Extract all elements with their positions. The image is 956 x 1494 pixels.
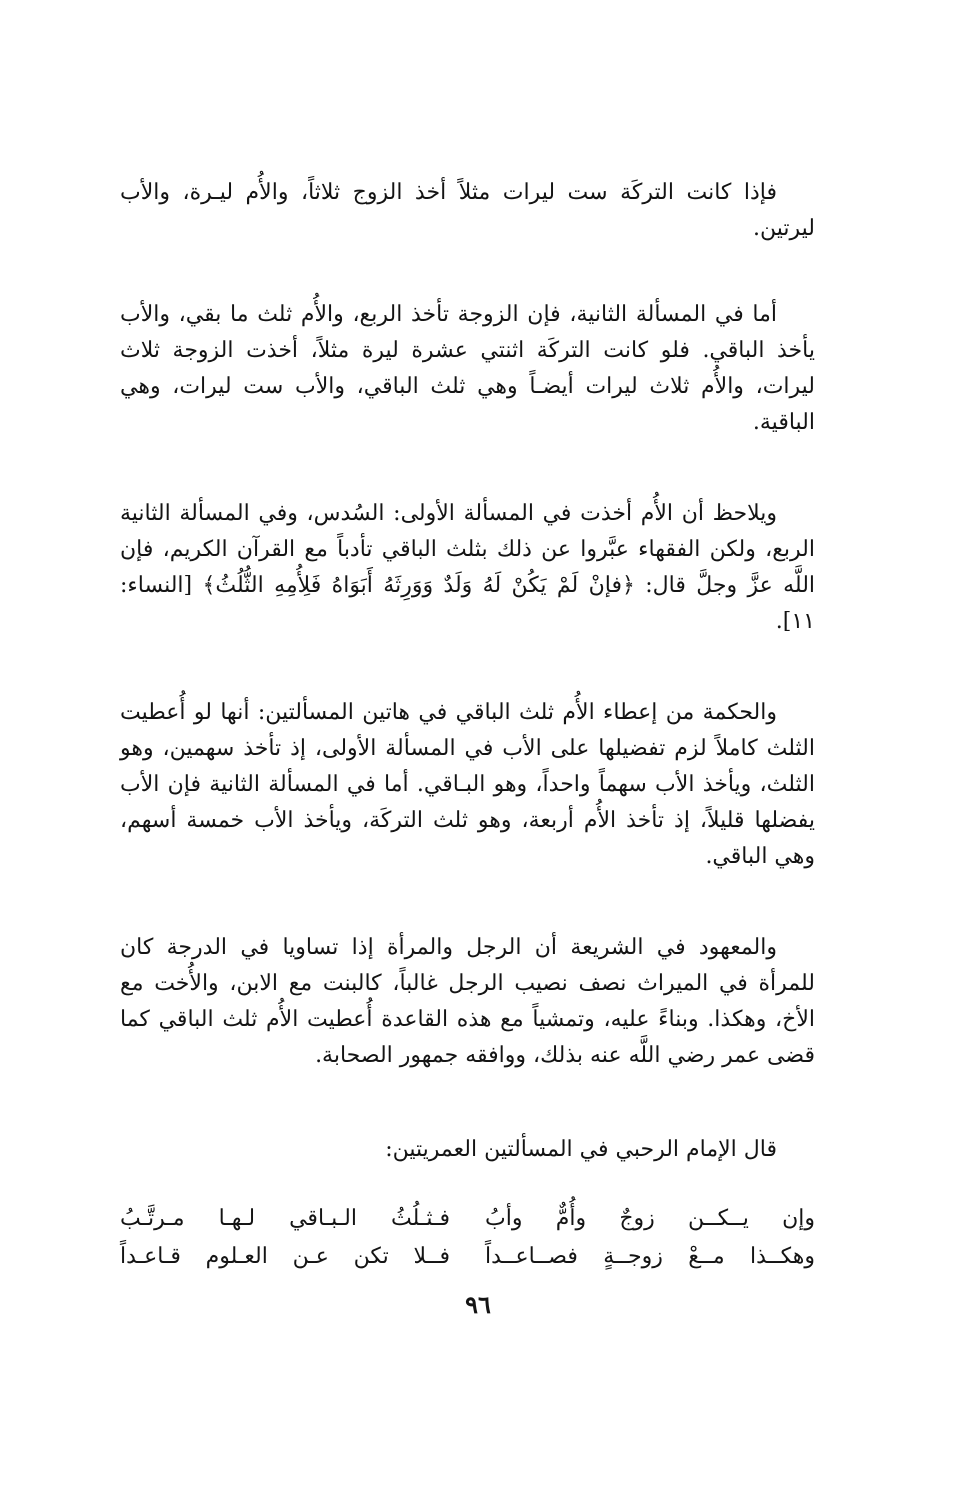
poem-second-hemistich: فـثـلُثُ الـبـاقي لـهـا مـرتَّـبُ — [120, 1206, 450, 1231]
quran-reference: [النساء: ١١]. — [120, 573, 815, 634]
paragraph-text-intro: ويلاحظ أن الأُم أخذت في المسألة الأولى: السُدس، وفي المسألة الثانية الربع، ولكن الفقهاء عبَّروا عن ذلك بثلث الباقي تأدباً مع القرآن الكريم، فإن اللَّه عزَّ وجلَّ قال: — [120, 501, 816, 598]
paragraph-quran-etiquette — [120, 496, 815, 640]
poem-verses — [120, 1200, 815, 1276]
paragraph-estate-six-lira — [120, 175, 815, 247]
paragraph-text: فإذا كانت التركَة ست ليرات مثلاً أخذ الزوج ثلاثاً، والأُم ليـرة، والأب ليرتين. — [120, 180, 815, 241]
poem-second-hemistich: فــلا تكن عـن العـلوم قـاعـداً — [120, 1244, 450, 1269]
paragraph-text: والحكمة من إعطاء الأُم ثلث الباقي في هاتين المسألتين: أنها لو أُعطيت الثلث كاملاً لزم تفضيلها على الأب في المسألة الأولى، إذ تأخذ سهمين، وهو الثلث، ويأخذ الأب سهماً واحداً، وهو البـاقي. أما في المسألة الثانية فإن الأب يفضلها قليلاً، إذ تأخذ الأُم أربعة، وهو ثلث التركَة، ويأخذ الأب خمسة أسهم، وهي الباقي. — [120, 700, 815, 869]
paragraph-sharia-rule — [120, 930, 815, 1074]
page-number: ٩٦ — [465, 1290, 491, 1319]
paragraph-text — [120, 496, 815, 640]
poem-first-hemistich: وهكــذا مــعْ زوجــةٍ فصــاعــداً — [485, 1244, 815, 1269]
paragraph-text: أما في المسألة الثانية، فإن الزوجة تأخذ الربع، والأُم ثلث ما بقي، والأب يأخذ الباقي. فلو كانت التركَة اثنتي عشرة ليرة مثلاً، أخذت الزوجة ثلاث ليرات، والأُم ثلاث ليرات أيضـاً وهي ثلث الباقي، والأب ست ليرات، وهي الباقية. — [120, 302, 815, 435]
poem-line — [120, 1238, 815, 1276]
paragraph-wisdom — [120, 695, 815, 875]
paragraph-text: قال الإمام الرحبي في المسألتين العمريتين: — [385, 1137, 777, 1162]
paragraph-second-case — [120, 297, 815, 441]
poem-line — [120, 1200, 815, 1238]
quran-quote: ﴿فإنْ لَمْ يَكُنْ لَهُ وَلَدٌ وَوَرِثَهُ أَبَوَاهُ فَلِأُمِهِ الثُّلُثُ﴾ — [202, 573, 635, 598]
poem-first-hemistich: وإن يــكــن زوجٌ وأُمٌّ وأبُ — [485, 1206, 815, 1231]
paragraph-text: والمعهود في الشريعة أن الرجل والمرأة إذا تساويا في الدرجة كان للمرأة في الميراث نصف نصيب الرجل غالباً، كالبنت مع الابن، والأُخت مع الأخ، وهكذا. وبناءً عليه، وتمشياً مع هذه القاعدة أُعطيت الأُم ثلث الباقي كما قضى عمر رضي اللَّه عنه بذلك، ووافقه جمهور الصحابة. — [120, 935, 815, 1068]
paragraph-poem-intro — [120, 1132, 815, 1168]
